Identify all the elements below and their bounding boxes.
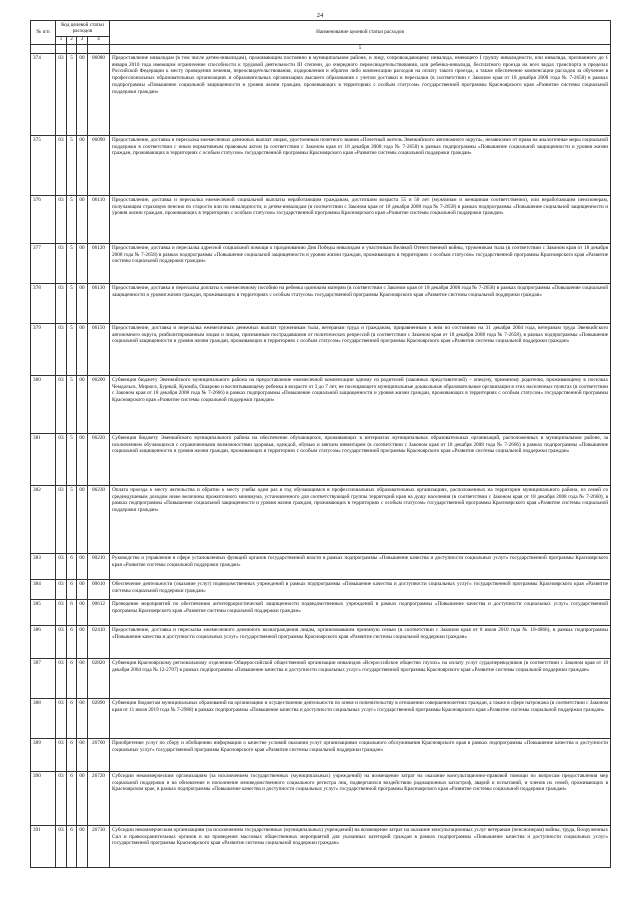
code-3: 00 bbox=[77, 626, 88, 659]
code-2: 5 bbox=[67, 196, 77, 244]
code-4: 00610 bbox=[88, 580, 110, 600]
code-2: 6 bbox=[67, 739, 77, 772]
header-subcol-1: 1 bbox=[56, 36, 67, 45]
row-num: 374 bbox=[31, 54, 56, 136]
code-1: 03 bbox=[56, 486, 67, 554]
row-description: Субвенция Красноярскому региональному отделению Общероссийской общественной организации инвалидов «Всероссийское общество глухих» на оплату услуг сурдопереводчиков (в соответствии с Законом края от 10 декабря 2004 года № 12-2707) в рамках подпрограммы «Повышение качества и доступности социальных услуг» государственной программы Красноярского края «Развитие системы социальной поддержки граждан» bbox=[110, 659, 611, 699]
code-2: 6 bbox=[67, 826, 77, 868]
header-code-group: Код целевой статьи расходов bbox=[56, 21, 110, 37]
code-2: 5 bbox=[67, 324, 77, 376]
table-row bbox=[31, 699, 611, 739]
code-2: 6 bbox=[67, 600, 77, 626]
table-row bbox=[31, 136, 611, 196]
row-description: Оплата проезда к месту жительства и обратно к месту учебы один раз в год обучающимся в профессиональных образовательных организациях, расположенных на территории муниципального района, из семей со среднедушевым доходом ниже величины прожиточного минимума, установленного для соответствующей группы территорий края на душу населения (в соответствии с Законом края от 18 декабря 2008 года № 7-2660), в рамках подпрограммы «Повышение социальной защищенности и уровня жизни граждан, проживающих в территориях с особым статусом» государственной программы Красноярского края «Развитие системы социальной поддержки граждан» bbox=[110, 486, 611, 554]
row-description: Обеспечение деятельности (оказание услуг) подведомственных учреждений в рамках подпрограммы «Повышение качества и доступности социальных услуг» государственной программы Красноярского края «Развитие системы социальной поддержки граждан» bbox=[110, 580, 611, 600]
row-description: Субсидии некоммерческим организациям (за исключением государственных (муниципальных) учреждений) на возмещение затрат на оказание консультационно-правовой помощи по вопросам предоставления мер социальной поддержки и на обновление и пополнение межведомственного социального регистра лиц, подвергшихся воздействию радиационных катастроф, аварий и испытаний, и членов их семей, проживающих в Красноярском крае, в рамках подпрограммы «Повышение качества и доступности социальных услуг» государственной программы Красноярского края «Развитие системы социальной поддержки граждан» bbox=[110, 772, 611, 826]
code-3: 00 bbox=[77, 434, 88, 486]
code-4: 06110 bbox=[88, 196, 110, 244]
table-row bbox=[31, 434, 611, 486]
row-num: 382 bbox=[31, 486, 56, 554]
code-3: 00 bbox=[77, 772, 88, 826]
code-1: 03 bbox=[56, 739, 67, 772]
row-description: Предоставление, доставка и пересылка ежемесячных денежных выплат лицам, удостоенным почетного звания «Почетный житель Эвенкийского автономного округа», независимо от права на аналогичные меры социальной поддержки в соответствии с иным нормативным правовым актом (в соответствии с Законом края от 18 декабря 2008 года № 7-2658) в рамках подпрограммы «Повышение социальной защищенности и уровня жизни граждан, проживающих в территориях с особым статусом» государственной программы Красноярского края «Развитие системы социальной поддержки граждан» bbox=[110, 136, 611, 196]
code-1: 03 bbox=[56, 826, 67, 868]
code-3: 00 bbox=[77, 54, 88, 136]
table-row bbox=[31, 600, 611, 626]
page-number: 24 bbox=[316, 12, 324, 19]
row-num: 383 bbox=[31, 554, 56, 580]
header-numbering-row bbox=[31, 45, 611, 54]
row-description: Субвенция бюджету Эвенкийского муниципального района на обеспечение обучающихся, проживающих в интернатах муниципальных образовательных организаций, расположенных в муниципальном районе, за исключением обучающихся с ограниченными возможностями здоровья, одеждой, обувью и мягким инвентарем (в соответствии с Законом края от 18 декабря 2008 года № 7-2666) в рамках подпрограммы «Повышение социальной защищенности и уровня жизни граждан, проживающих в территориях с особым статусом» государственной программы Красноярского края «Развитие системы социальной поддержки граждан» bbox=[110, 434, 611, 486]
table-row bbox=[31, 739, 611, 772]
code-1: 03 bbox=[56, 626, 67, 659]
row-num: 384 bbox=[31, 580, 56, 600]
code-4: 06090 bbox=[88, 136, 110, 196]
table-row bbox=[31, 376, 611, 434]
row-description: Предоставление, доставка и пересылка доплаты к ежемесячному пособию на ребенка одиноким матерям (в соответствии с Законом края от 18 декабря 2008 года № 7-2658) в рамках подпрограммы «Повышение социальной защищенности и уровня жизни граждан, проживающих в территориях с особым статусом» государственной программы Красноярского края «Развитие системы социальной поддержки граждан» bbox=[110, 284, 611, 324]
row-num: 385 bbox=[31, 600, 56, 626]
table-row bbox=[31, 772, 611, 826]
code-3: 00 bbox=[77, 486, 88, 554]
table-row bbox=[31, 626, 611, 659]
table-row bbox=[31, 580, 611, 600]
code-4: 06230 bbox=[88, 486, 110, 554]
code-3: 00 bbox=[77, 554, 88, 580]
table-row bbox=[31, 659, 611, 699]
code-1: 03 bbox=[56, 54, 67, 136]
table-row bbox=[31, 826, 611, 868]
code-1: 03 bbox=[56, 136, 67, 196]
row-description: Приобретение услуг по сбору и обобщению информации о качестве условий оказания услуг организациями социального обслуживания Красноярского края в рамках подпрограммы «Повышение качества и доступности социальных услуг» государственной программы Красноярского края «Развитие системы социальной поддержки граждан» bbox=[110, 739, 611, 772]
code-4: 02820 bbox=[88, 659, 110, 699]
code-3: 00 bbox=[77, 580, 88, 600]
row-description: Предоставление инвалидам (в том числе детям-инвалидам), проживающим постоянно в муниципальном районе, и лицу, сопровождающему инвалида, имеющего I группу инвалидности, или инвалида, признанного до 1 января 2010 года имеющим ограничение способности к трудовой деятельности III степени, до очередного переосвидетельствования, или ребенка-инвалида, бесплатного проезда на всех видах транспорта в пределах Российской Федерации к месту проведения лечения, переосвидетельствования, оздоровления и обратно либо компенсации расходов на оплату такого проезда, а также обеспечение компенсации расходов за обучение в профессиональных образовательных организациях и образовательных организациях высшего образования с учетом доставки и пересылки (в соответствии с Законом края от 18 декабря 2008 года № 7-2658) в рамках подпрограммы «Повышение социальной защищенности и уровня жизни граждан, проживающих в территориях с особым статусом» государственной программы Красноярского края «Развитие системы социальной поддержки граждан» bbox=[110, 54, 611, 136]
code-1: 03 bbox=[56, 434, 67, 486]
code-4: 02410 bbox=[88, 626, 110, 659]
table-row bbox=[31, 54, 611, 136]
code-1: 03 bbox=[56, 659, 67, 699]
code-3: 00 bbox=[77, 826, 88, 868]
code-3: 00 bbox=[77, 739, 88, 772]
header-subcol-2: 2 bbox=[67, 36, 77, 45]
code-1: 03 bbox=[56, 244, 67, 284]
header-blank bbox=[67, 45, 77, 54]
code-2: 5 bbox=[67, 136, 77, 196]
row-description: Предоставление, доставка и пересылка ежемесячных денежных выплат труженикам тыла, ветеранам труда и гражданам, приравненным к ним по состоянию на 31 декабря 2004 года, ветеранам труда Эвенкийского автономного округа, реабилитированным лицам и лицам, признанным пострадавшими от политических репрессий (в соответствии с Законом края от 18 декабря 2008 года № 7-2658), в рамках подпрограммы «Повышение социальной защищенности и уровня жизни граждан, проживающих в территориях с особым статусом» государственной программы Красноярского края «Развитие системы социальной поддержки граждан» bbox=[110, 324, 611, 376]
table-row bbox=[31, 486, 611, 554]
code-2: 5 bbox=[67, 244, 77, 284]
code-4: 26700 bbox=[88, 739, 110, 772]
code-3: 00 bbox=[77, 136, 88, 196]
code-4: 06150 bbox=[88, 324, 110, 376]
code-1: 03 bbox=[56, 196, 67, 244]
code-4: 06120 bbox=[88, 244, 110, 284]
code-4: 26720 bbox=[88, 772, 110, 826]
table-row bbox=[31, 196, 611, 244]
header-subcol-3: 3 bbox=[77, 36, 88, 45]
row-num: 381 bbox=[31, 434, 56, 486]
row-num: 391 bbox=[31, 826, 56, 868]
row-num: 375 bbox=[31, 136, 56, 196]
row-num: 380 bbox=[31, 376, 56, 434]
code-4: 02890 bbox=[88, 699, 110, 739]
code-1: 03 bbox=[56, 580, 67, 600]
row-description: Руководство и управление в сфере установленных функций органов государственной власти в рамках подпрограммы «Повышение качества и доступности социальных услуг» государственной программы Красноярского края «Развитие системы социальной поддержки граждан» bbox=[110, 554, 611, 580]
row-num: 388 bbox=[31, 699, 56, 739]
row-description: Проведение мероприятий по обеспечению антитеррористической защищенности подведомственных учреждений в рамках подпрограммы «Повышение качества и доступности социальных услуг» государственной программы Красноярского края «Развитие системы социальной поддержки граждан» bbox=[110, 600, 611, 626]
table-row bbox=[31, 284, 611, 324]
table-header-row bbox=[31, 21, 611, 37]
code-4: 00612 bbox=[88, 600, 110, 626]
code-2: 6 bbox=[67, 659, 77, 699]
header-name: Наименование целевой статьи расходов bbox=[110, 21, 611, 45]
code-1: 03 bbox=[56, 772, 67, 826]
code-3: 00 bbox=[77, 284, 88, 324]
code-4: 06080 bbox=[88, 54, 110, 136]
header-name-num: 5 bbox=[110, 45, 611, 54]
code-4: 00210 bbox=[88, 554, 110, 580]
row-description: Субвенции бюджетам муниципальных образований на организацию и осуществление деятельности по опеке и попечительству в отношении совершеннолетних граждан, а также в сфере патронажа (в соответствии с Законом края от 11 июля 2019 года № 7-2988) в рамках подпрограммы «Повышение качества и доступности социальных услуг» государственной программы Красноярского края «Развитие системы социальной поддержки граждан» bbox=[110, 699, 611, 739]
code-1: 03 bbox=[56, 324, 67, 376]
header-blank bbox=[56, 45, 67, 54]
header-blank bbox=[77, 45, 88, 54]
code-2: 5 bbox=[67, 486, 77, 554]
header-blank bbox=[88, 45, 110, 54]
code-4: 06200 bbox=[88, 376, 110, 434]
code-3: 00 bbox=[77, 600, 88, 626]
row-description: Предоставление, доставка и пересылка адресной социальной помощи к празднованию Дня Победы инвалидам и участникам Великой Отечественной войны, труженикам тыла (в соответствии с Законом края от 18 декабря 2008 года № 7-2658) в рамках подпрограммы «Повышение социальной защищенности и уровня жизни граждан, проживающих в территориях с особым статусом» государственной программы Красноярского края «Развитие системы социальной поддержки граждан» bbox=[110, 244, 611, 284]
code-2: 5 bbox=[67, 434, 77, 486]
code-3: 00 bbox=[77, 376, 88, 434]
row-num: 386 bbox=[31, 626, 56, 659]
code-3: 00 bbox=[77, 699, 88, 739]
code-2: 6 bbox=[67, 699, 77, 739]
row-num: 378 bbox=[31, 284, 56, 324]
row-description: Субсидии некоммерческим организациям (за исключением государственных (муниципальных) учреждений) на возмещение затрат на оказание консультационных услуг ветеранам (пенсионерам) войны, труда, Вооруженных Сил и правоохранительных органов и на проведение массовых общественных мероприятий для указанных категорий граждан в рамках подпрограммы «Повышение качества и доступности социальных услуг» государственной программы Красноярского края «Развитие системы социальной поддержки граждан» bbox=[110, 826, 611, 868]
header-subcol-4: 4 bbox=[88, 36, 110, 45]
code-2: 6 bbox=[67, 580, 77, 600]
row-num: 387 bbox=[31, 659, 56, 699]
header-blank bbox=[31, 45, 56, 54]
row-num: 389 bbox=[31, 739, 56, 772]
table-row bbox=[31, 554, 611, 580]
code-4: 26730 bbox=[88, 826, 110, 868]
code-3: 00 bbox=[77, 244, 88, 284]
row-num: 376 bbox=[31, 196, 56, 244]
table-row bbox=[31, 324, 611, 376]
header-num: № п/п bbox=[31, 21, 56, 45]
code-4: 06220 bbox=[88, 434, 110, 486]
row-description: Предоставление, доставка и пересылка ежемесячной социальной выплаты неработающим гражданам, достигшим возраста 55 и 50 лет (мужчинам и женщинам соответственно), или неработающим пенсионерам, получающим страховую пенсию по старости или по инвалидности, и детям-инвалидам (в соответствии с Законом края от 18 декабря 2008 года № 7-2658) в рамках подпрограммы «Повышение социальной защищенности и уровня жизни граждан, проживающих в территориях с особым статусом» государственной программы Красноярского края «Развитие системы социальной поддержки граждан» bbox=[110, 196, 611, 244]
table-row bbox=[31, 244, 611, 284]
code-2: 5 bbox=[67, 284, 77, 324]
code-2: 6 bbox=[67, 772, 77, 826]
row-num: 390 bbox=[31, 772, 56, 826]
row-num: 379 bbox=[31, 324, 56, 376]
code-1: 03 bbox=[56, 554, 67, 580]
code-3: 00 bbox=[77, 196, 88, 244]
code-2: 5 bbox=[67, 376, 77, 434]
code-1: 03 bbox=[56, 376, 67, 434]
code-2: 6 bbox=[67, 554, 77, 580]
code-2: 6 bbox=[67, 626, 77, 659]
code-1: 03 bbox=[56, 284, 67, 324]
code-4: 06130 bbox=[88, 284, 110, 324]
row-description: Предоставление, доставка и пересылка ежемесячного денежного вознаграждения лицам, организовавшим приемную семью (в соответствии с Законом края от 8 июля 2010 года № 10-4866), в рамках подпрограммы «Повышение качества и доступности социальных услуг» государственной программы Красноярского края «Развитие системы социальной поддержки граждан» bbox=[110, 626, 611, 659]
code-1: 03 bbox=[56, 600, 67, 626]
code-3: 00 bbox=[77, 324, 88, 376]
code-3: 00 bbox=[77, 659, 88, 699]
row-description: Субвенция бюджету Эвенкийского муниципального района на предоставление ежемесячной компенсации одному из родителей (законных представителей) – опекуну, приемному родителю, проживающему в поселках Чемдальск, Мирюга, Бурный, Куюмба, Ошарово и воспитывающему ребенка в возрасте от 3 до 7 лет, не посещающего муниципальные дошкольные образовательные организации в этих населенных пунктах (в соответствии с Законом края от 18 декабря 2008 года № 7-2666) в рамках подпрограммы «Повышение социальной защищенности и уровня жизни граждан, проживающих в территориях с особым статусом» государственной программы Красноярского края «Развитие системы социальной поддержки граждан» bbox=[110, 376, 611, 434]
code-2: 5 bbox=[67, 54, 77, 136]
row-num: 377 bbox=[31, 244, 56, 284]
code-1: 03 bbox=[56, 699, 67, 739]
target-articles-table bbox=[30, 20, 611, 868]
